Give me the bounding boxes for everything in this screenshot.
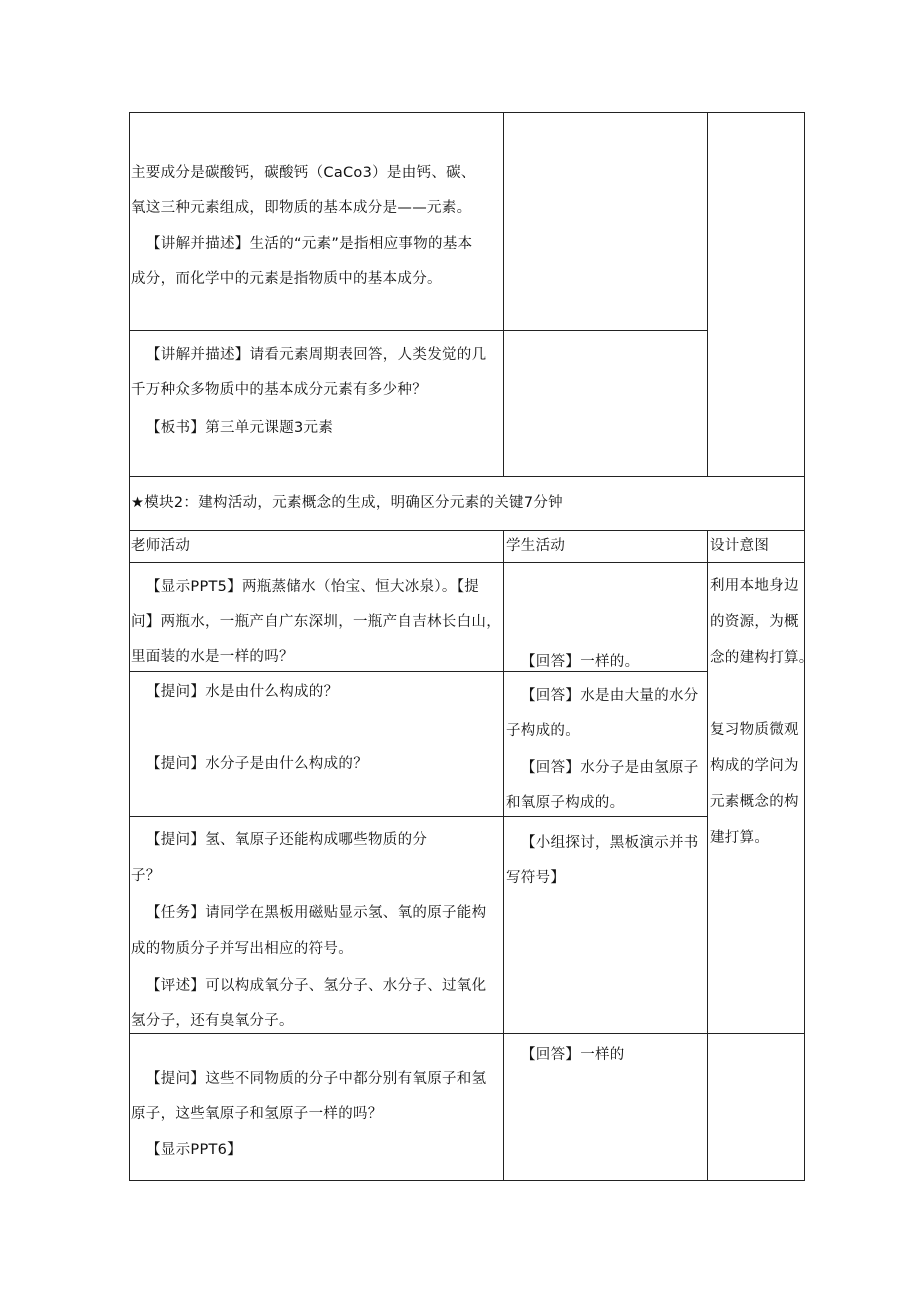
row-divider-1 — [129, 330, 708, 331]
row4-student-line-4: 和氧原子构成的。 — [506, 795, 625, 811]
row2-teacher-line-2: 千万种众多物质中的基本成分元素有多少种？ — [131, 382, 427, 398]
row3-student-answer: 【回答】一样的。 — [521, 654, 640, 670]
table-border-top — [129, 112, 805, 113]
row-divider-6 — [129, 816, 708, 817]
design-line-2: 的资源，为概 — [710, 614, 799, 630]
table-border-right — [804, 112, 805, 1181]
row6-teacher-line-3: 【显示PPT6】 — [146, 1142, 242, 1158]
row1-teacher-line-3: 【讲解并描述】生活的“元素”是指相应事物的基本 — [146, 236, 473, 252]
row4-student-line-2: 子构成的。 — [506, 723, 580, 739]
row5-teacher-line-6: 氢分子，还有臭氧分子。 — [131, 1013, 294, 1029]
row-divider-4 — [129, 562, 805, 563]
design-line-3: 念的建构打算。 — [710, 650, 814, 666]
row4-teacher-line-1: 【提问】水是由什么构成的？ — [146, 684, 339, 700]
row5-teacher-line-5: 【评述】可以构成氧分子、氢分子、水分子、过氧化 — [146, 978, 487, 994]
header-student-activity: 学生活动 — [506, 538, 566, 554]
row1-teacher-line-1: 主要成分是碳酸钙，碳酸钙（CaCo3）是由钙、碳、 — [131, 165, 476, 181]
row4-student-line-1: 【回答】水是由大量的水分 — [521, 688, 699, 704]
row6-teacher-line-2: 原子，这些氧原子和氢原子一样的吗？ — [131, 1106, 383, 1122]
row5-student-line-1: 【小组探讨，黑板演示并书 — [521, 835, 699, 851]
design-line-6: 元素概念的构 — [710, 794, 799, 810]
module-2-header: ★模块2：建构活动，元素概念的生成，明确区分元素的关键7分钟 — [131, 495, 563, 511]
row-divider-2 — [129, 476, 805, 477]
design-line-7: 建打算。 — [710, 830, 770, 846]
col-divider-2b — [707, 530, 708, 1181]
col-divider-2a — [707, 112, 708, 477]
row3-teacher-line-3: 里面装的水是一样的吗？ — [131, 649, 294, 665]
col-divider-1b — [503, 530, 504, 1181]
row5-teacher-line-3: 【任务】请同学在黑板用磁贴显示氢、氧的原子能构 — [146, 905, 487, 921]
row2-teacher-line-1: 【讲解并描述】请看元素周期表回答，人类发觉的几 — [146, 347, 487, 363]
row3-teacher-line-1: 【显示PPT5】两瓶蒸储水（怡宝、恒大冰泉）。【提 — [146, 579, 480, 595]
table-border-left — [129, 112, 130, 1181]
row5-teacher-line-4: 成的物质分子并写出相应的符号。 — [131, 941, 353, 957]
col-divider-1a — [503, 112, 504, 477]
row1-teacher-line-2: 氧这三种元素组成，即物质的基本成分是——元素。 — [131, 200, 472, 216]
row-divider-3 — [129, 530, 805, 531]
row1-teacher-line-4: 成分，而化学中的元素是指物质中的基本成分。 — [131, 271, 442, 287]
row3-teacher-line-2: 问】两瓶水，一瓶产自广东深圳，一瓶产自吉林长白山， — [131, 614, 501, 630]
row5-teacher-line-2: 子？ — [131, 868, 161, 884]
row2-teacher-line-3: 【板书】第三单元课题3元素 — [146, 420, 334, 436]
row4-student-line-3: 【回答】水分子是由氢原子 — [521, 760, 699, 776]
row6-teacher-line-1: 【提问】这些不同物质的分子中都分别有氧原子和氢 — [146, 1071, 487, 1087]
row4-teacher-line-2: 【提问】水分子是由什么构成的？ — [146, 756, 368, 772]
row5-student-line-2: 写符号】 — [506, 870, 566, 886]
design-line-5: 构成的学问为 — [710, 758, 799, 774]
row5-teacher-line-1: 【提问】氢、氧原子还能构成哪些物质的分 — [146, 832, 428, 848]
header-design-intent: 设计意图 — [710, 538, 770, 554]
row6-student-answer: 【回答】一样的 — [521, 1047, 625, 1063]
table-border-bottom — [129, 1180, 805, 1181]
design-line-1: 利用本地身边 — [710, 578, 799, 594]
design-line-4: 复习物质微观 — [710, 722, 799, 738]
row-divider-7 — [129, 1033, 805, 1034]
header-teacher-activity: 老师活动 — [131, 538, 191, 554]
